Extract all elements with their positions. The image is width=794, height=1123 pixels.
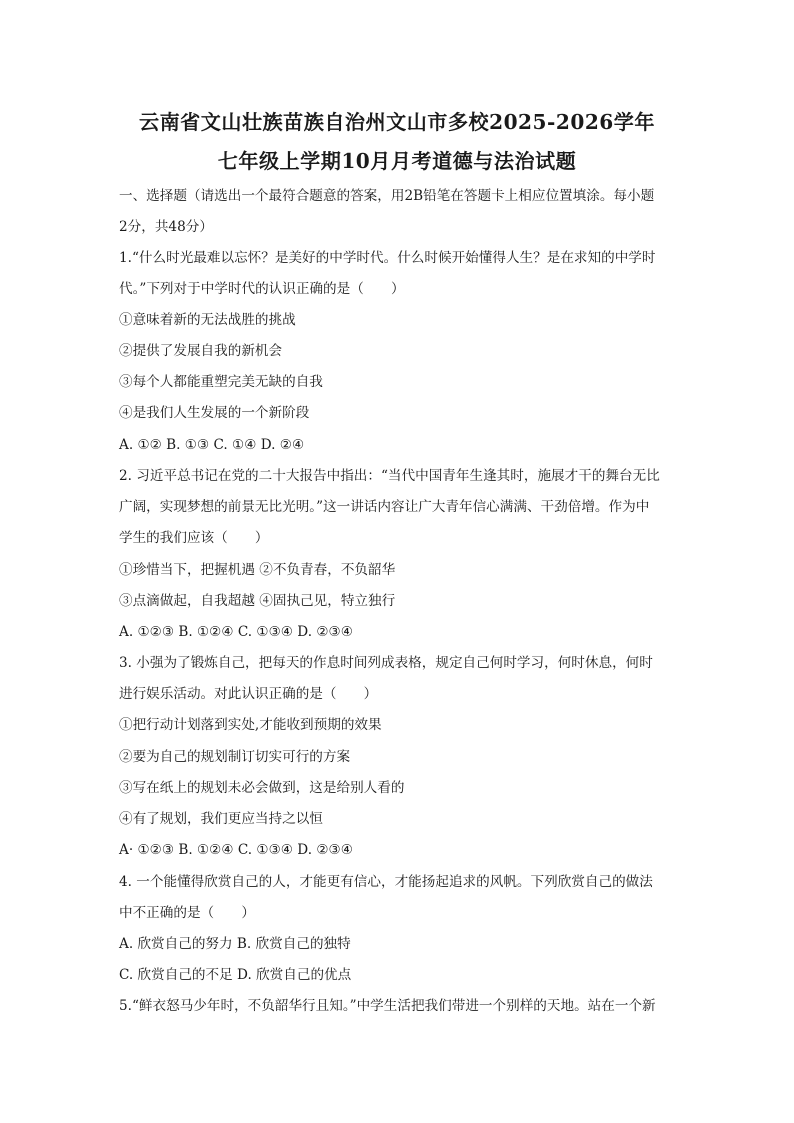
question-3-stem-continued: 进行娱乐活动。对此认识正确的是（ ） [119, 686, 378, 702]
question-3-statement-3: ③写在纸上的规划未必会做到，这是给别人看的 [119, 780, 405, 796]
question-3-statement-2: ②要为自己的规划制订切实可行的方案 [119, 749, 351, 765]
question-3-options: A· ①②③ B. ①②④ C. ①③④ D. ②③④ [119, 842, 353, 858]
question-2-stem-continued-2: 学生的我们应该（ ） [119, 530, 269, 546]
section-heading: 一、选择题（请选出一个最符合题意的答案，用2B铅笔在答题卡上相应位置填涂。每小题 [119, 188, 655, 204]
question-1-options: A. ①② B. ①③ C. ①④ D. ②④ [119, 437, 305, 453]
question-5-stem: 5.“鲜衣怒马少年时，不负韶华行且知。”中学生活把我们带进一个别样的天地。站在一个新 [119, 998, 656, 1014]
question-1-stem: 1.“什么时光最难以忘怀？是美好的中学时代。什么时候开始懂得人生？是在求知的中学时 [119, 250, 656, 266]
question-1-stem-continued: 代。”下列对于中学时代的认识正确的是（ ） [119, 281, 405, 297]
section-heading-continued: 2分，共48分） [119, 219, 213, 235]
question-2-stem-continued: 广阔，实现梦想的前景无比光明。”这一讲话内容让广大青年信心满满、干劲倍增。作为中 [119, 499, 650, 515]
question-1-statement-3: ③每个人都能重塑完美无缺的自我 [119, 374, 323, 390]
question-2-statements-1: ①珍惜当下，把握机遇 ②不负青春，不负韶华 [119, 562, 396, 578]
question-4-stem-continued: 中不正确的是（ ） [119, 905, 255, 921]
question-4-options-cd: C. 欣赏自己的不足 D. 欣赏自己的优点 [119, 967, 352, 983]
exam-title-line1: 云南省文山壮族苗族自治州文山市多校2025-2026学年 [139, 110, 655, 134]
question-1-statement-4: ④是我们人生发展的一个新阶段 [119, 405, 310, 421]
question-1-statement-2: ②提供了发展自我的新机会 [119, 343, 283, 359]
question-3-statement-4: ④有了规划，我们更应当持之以恒 [119, 811, 323, 827]
question-2-statements-2: ③点滴做起，自我超越 ④固执己见，特立独行 [119, 593, 396, 609]
question-2-stem: 2. 习近平总书记在党的二十大报告中指出：“当代中国青年生逢其时，施展才干的舞台无比 [119, 468, 660, 484]
question-4-stem: 4. 一个能懂得欣赏自己的人，才能更有信心，才能扬起追求的风帆。下列欣赏自己的做法 [119, 874, 653, 890]
question-4-options-ab: A. 欣赏自己的努力 B. 欣赏自己的独特 [119, 936, 351, 952]
question-3-stem: 3. 小强为了锻炼自己，把每天的作息时间列成表格，规定自己何时学习，何时休息，何时 [119, 655, 653, 671]
question-2-options: A. ①②③ B. ①②④ C. ①③④ D. ②③④ [119, 624, 353, 640]
question-1-statement-1: ①意味着新的无法战胜的挑战 [119, 312, 296, 328]
exam-title-line2: 七年级上学期10月月考道德与法治试题 [217, 149, 577, 173]
question-3-statement-1: ①把行动计划落到实处,才能收到预期的效果 [119, 717, 382, 733]
